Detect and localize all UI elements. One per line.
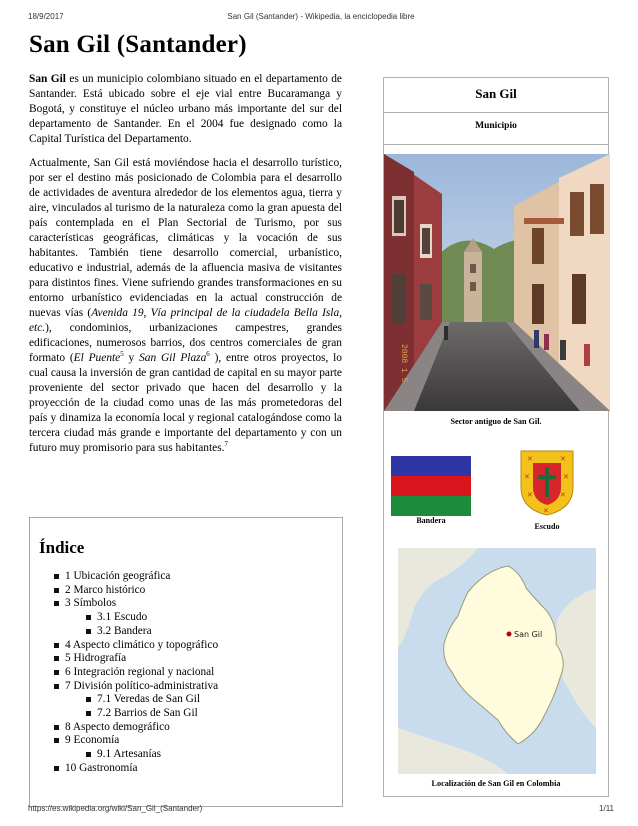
svg-text:✕: ✕	[560, 455, 566, 463]
print-url: https://es.wikipedia.org/wiki/San_Gil_(Santander)	[28, 804, 203, 813]
bullet-icon	[86, 697, 91, 702]
toc-item-economia[interactable]	[30, 734, 342, 748]
bullet-icon	[54, 684, 59, 689]
toc-label: 7.1 Veredas de San Gil	[97, 693, 201, 706]
svg-text:✕: ✕	[560, 491, 566, 499]
toc-item-veredas[interactable]	[30, 693, 342, 707]
bullet-icon	[54, 588, 59, 593]
toc-label: 1 Ubicación geográfica	[65, 570, 171, 582]
svg-text:✕: ✕	[524, 473, 530, 481]
toc-label: 8 Aspecto demográfico	[65, 720, 170, 733]
toc-item-integracion[interactable]	[30, 666, 342, 680]
toc-item-gastronomia[interactable]	[30, 762, 342, 776]
page-title: San Gil (Santander)	[29, 31, 247, 58]
toc-item-division[interactable]	[30, 680, 342, 694]
flag-caption: Bandera	[416, 516, 446, 525]
infobox-divider	[384, 144, 608, 145]
bullet-icon	[54, 656, 59, 661]
toc-label: 3 Símbolos	[65, 597, 117, 610]
location-map[interactable]	[398, 548, 596, 774]
street-photo[interactable]	[384, 154, 610, 411]
toc-label: 10 Gastronomía	[65, 761, 138, 774]
bullet-icon	[54, 574, 59, 579]
svg-text:✕: ✕	[527, 491, 533, 499]
street-photo-image	[384, 154, 610, 411]
shield-icon	[519, 449, 575, 517]
toc-item-bandera[interactable]	[30, 625, 342, 639]
photo-caption: Sector antiguo de San Gil.	[450, 417, 542, 426]
intro-paragraph-1	[29, 72, 342, 147]
toc-label: 9.1 Artesanías	[97, 748, 162, 761]
bullet-icon	[54, 643, 59, 648]
print-header	[28, 12, 614, 24]
print-page-number: 1/11	[599, 804, 614, 813]
bullet-icon	[54, 670, 59, 675]
bullet-icon	[54, 766, 59, 771]
toc-item-escudo[interactable]	[30, 611, 342, 625]
infobox-title: San Gil	[475, 86, 517, 101]
toc-label: 4 Aspecto climático y topográfico	[65, 638, 219, 651]
bullet-icon	[86, 629, 91, 634]
toc-list	[30, 570, 342, 776]
flag-image[interactable]	[391, 456, 471, 516]
citation-7[interactable]: 7	[224, 440, 229, 449]
intro-text-2d: ), entre otros proyectos, lo cual causa la inversión de gran cantidad de capital en su mayor parte proveniente del sector privado que hacen del desarrollo y la proyección de la ciudad como unas de las más prometedoras del país y dinamiza la economía local y regional catalogándose como la tercera ciudad más grande e importante del departamento y con un futuro muy promisorio para sus habitantes.	[29, 352, 343, 454]
toc-item-hidrografia[interactable]	[30, 652, 342, 666]
toc-label: 2 Marco histórico	[65, 583, 146, 596]
toc-item-artesanias[interactable]	[30, 748, 342, 762]
toc-item-ubicacion[interactable]	[30, 570, 342, 584]
article-name: San Gil	[29, 73, 66, 85]
colombia-map-graphic	[398, 548, 596, 774]
intro-paragraph-2	[29, 156, 342, 456]
toc-item-historia[interactable]	[30, 584, 342, 598]
citation-5[interactable]: 5	[120, 350, 124, 359]
toc-title: Índice	[39, 538, 85, 557]
infobox-divider	[384, 112, 608, 113]
svg-text:✕: ✕	[527, 455, 533, 463]
bullet-icon	[86, 615, 91, 620]
shield-caption: Escudo	[534, 522, 560, 531]
intro-text-2a: Actualmente, San Gil está moviéndose hacia el desarrollo turístico, por ser el destino más posicionado de Colombia para el desarrollo de actividades de aventura alrededor de los elementos agua, tierra y aire, vinculados al turismo de la naturaleza como la gran apuesta del país contemplada en el Plan Sectorial de Turismo, por sus características geográficas, climáticas y la vocación de sus habitantes. También tiene desarrollo comercial, urbanístico, educativo e industrial, además de la afluencia masiva de visitantes para distintos fines. Viene sufriendo grandes transformaciones en su entorno urbanístico evidenciadas en la actual construcción de nuevas vías (	[29, 157, 342, 319]
flag-graphic	[391, 456, 471, 516]
toc-item-barrios[interactable]	[30, 707, 342, 721]
toc-label: 3.1 Escudo	[97, 611, 148, 624]
print-footer	[28, 804, 614, 816]
map-city-label: San Gil	[514, 630, 543, 639]
svg-text:✕: ✕	[563, 473, 569, 481]
toc-label: 7.2 Barrios de San Gil	[97, 707, 198, 720]
intro-text-2b: ), condominios, urbanizaciones campestres, grandes edificaciones, numerosos barrios, dos centros comerciales de gran formato (	[29, 322, 342, 364]
print-title: San Gil (Santander) - Wikipedia, la enciclopedia libre	[227, 12, 415, 21]
toc-item-demografia[interactable]	[30, 721, 342, 735]
toc-label: 6 Integración regional y nacional	[65, 665, 215, 678]
citation-6[interactable]: 6	[206, 350, 210, 359]
toc-label: 5 Hidrografía	[65, 652, 127, 665]
bullet-icon	[54, 725, 59, 730]
toc-label: 9 Economía	[65, 734, 120, 747]
bullet-icon	[54, 738, 59, 743]
infobox	[383, 77, 609, 797]
article-body	[29, 72, 342, 465]
bullet-icon	[86, 752, 91, 757]
mall-el-puente: El Puente	[73, 352, 121, 364]
map-caption: Localización de San Gil en Colombia	[431, 779, 561, 788]
bullet-icon	[54, 601, 59, 606]
mall-san-gil-plaza: San Gil Plaza	[139, 352, 207, 364]
toc-label: 3.2 Bandera	[97, 624, 152, 637]
print-date: 18/9/2017	[28, 12, 64, 21]
photo-date-stamp: 2008 1 5	[399, 344, 408, 383]
intro-text-2c: y	[123, 352, 140, 364]
svg-text:✕: ✕	[543, 507, 549, 515]
infobox-subtitle: Municipio	[475, 121, 517, 131]
toc-label: 7 División político-administrativa	[65, 679, 219, 692]
toc-item-clima[interactable]	[30, 639, 342, 653]
toc-item-simbolos[interactable]	[30, 597, 342, 611]
coat-of-arms-image[interactable]	[519, 449, 575, 517]
intro-text-1: es un municipio colombiano situado en el departamento de Santander. Está ubicado sobre el eje vial entre Bucaramanga y Bogotá, y constituye el núcleo urbano más importante del sur del departamento de Santander. En el 2004 fue designado como la Capital Turística del Departamento.	[29, 73, 342, 145]
table-of-contents	[29, 517, 343, 807]
bullet-icon	[86, 711, 91, 716]
roads-list: Avenida 19, Vía principal de la ciudadela Bella Isla, etc.	[29, 307, 342, 334]
